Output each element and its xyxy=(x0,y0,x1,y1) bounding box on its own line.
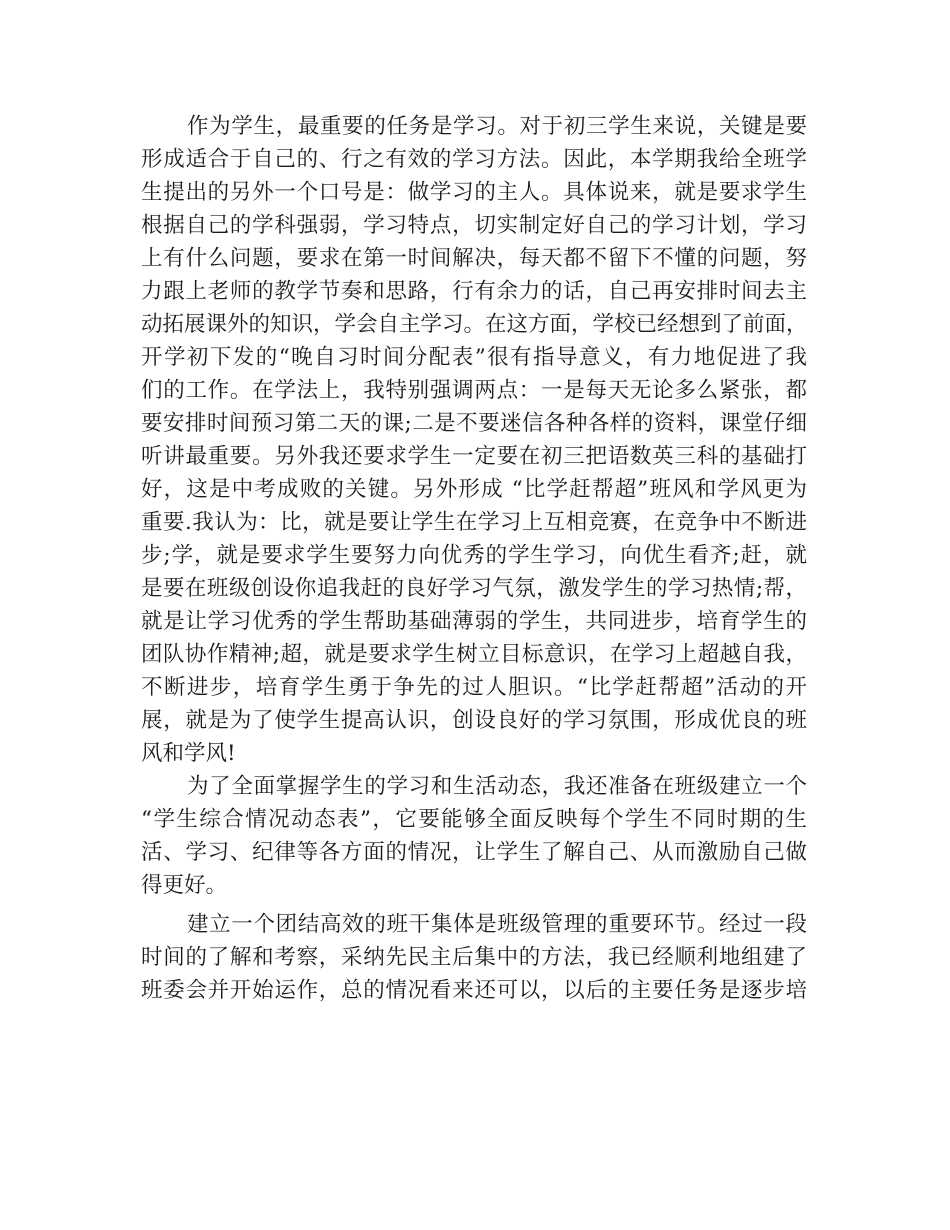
text-line: 上有什么问题，要求在第一时间解决，每天都不留下不懂的问题，努 xyxy=(141,246,807,271)
document-body xyxy=(141,110,807,1007)
text-line: 要安排时间预习第二天的课;二是不要迷信各种各样的资料，课堂仔细 xyxy=(141,411,807,436)
text-line: 好，这是中考成败的关键。另外形成 “比学赶帮超”班风和学风更为 xyxy=(141,477,807,502)
text-line: 班委会并开始运作，总的情况看来还可以，以后的主要任务是逐步培 xyxy=(141,978,807,1003)
text-line: 听讲最重要。另外我还要求学生一定要在初三把语数英三科的基础打 xyxy=(141,444,807,469)
text-line: 活、学习、纪律等各方面的情况，让学生了解自己、从而激励自己做 xyxy=(141,840,807,865)
text-line: “学生综合情况动态表”，它要能够全面反映每个学生不同时期的生 xyxy=(141,807,807,832)
text-line: 为了全面掌握学生的学习和生活动态，我还准备在班级建立一个 xyxy=(187,774,807,799)
text-line: 建立一个团结高效的班干集体是班级管理的重要环节。经过一段 xyxy=(187,912,807,937)
text-line: 根据自己的学科强弱，学习特点，切实制定好自己的学习计划，学习 xyxy=(141,213,807,238)
paragraph-dynamic-table xyxy=(141,770,807,902)
text-line: 团队协作精神;超，就是要求学生树立目标意识，在学习上超越自我， xyxy=(141,642,807,667)
text-line: 力跟上老师的教学节奏和思路，行有余力的话，自己再安排时间去主 xyxy=(141,279,807,304)
paragraph-class-committee xyxy=(141,908,807,1007)
text-line: 们的工作。在学法上，我特别强调两点：一是每天无论多么紧张，都 xyxy=(141,378,807,403)
paragraph-study-methods xyxy=(141,110,807,770)
text-line: 是要在班级创设你追我赶的良好学习气氛，激发学生的学习热情;帮， xyxy=(141,576,807,601)
text-line: 不断进步，培育学生勇于争先的过人胆识。“比学赶帮超”活动的开 xyxy=(141,675,807,700)
text-line: 动拓展课外的知识，学会自主学习。在这方面，学校已经想到了前面， xyxy=(141,312,808,337)
text-line: 作为学生，最重要的任务是学习。对于初三学生来说，关键是要 xyxy=(187,114,807,139)
text-line: 风和学风! xyxy=(141,741,236,766)
text-line: 重要.我认为：比，就是要让学生在学习上互相竞赛，在竞争中不断进 xyxy=(141,510,807,535)
text-line: 生提出的另外一个口号是：做学习的主人。具体说来，就是要求学生 xyxy=(141,180,807,205)
text-line: 得更好。 xyxy=(141,873,228,898)
text-line: 步;学，就是要求学生要努力向优秀的学生学习，向优生看齐;赶，就 xyxy=(141,543,807,568)
text-line: 展，就是为了使学生提高认识，创设良好的学习氛围，形成优良的班 xyxy=(141,708,807,733)
text-line: 开学初下发的“晚自习时间分配表”很有指导意义，有力地促进了我 xyxy=(141,345,807,370)
text-line: 就是让学习优秀的学生帮助基础薄弱的学生，共同进步，培育学生的 xyxy=(141,609,807,634)
text-line: 形成适合于自己的、行之有效的学习方法。因此，本学期我给全班学 xyxy=(141,147,807,172)
text-line: 时间的了解和考察，采纳先民主后集中的方法，我已经顺利地组建了 xyxy=(141,945,807,970)
